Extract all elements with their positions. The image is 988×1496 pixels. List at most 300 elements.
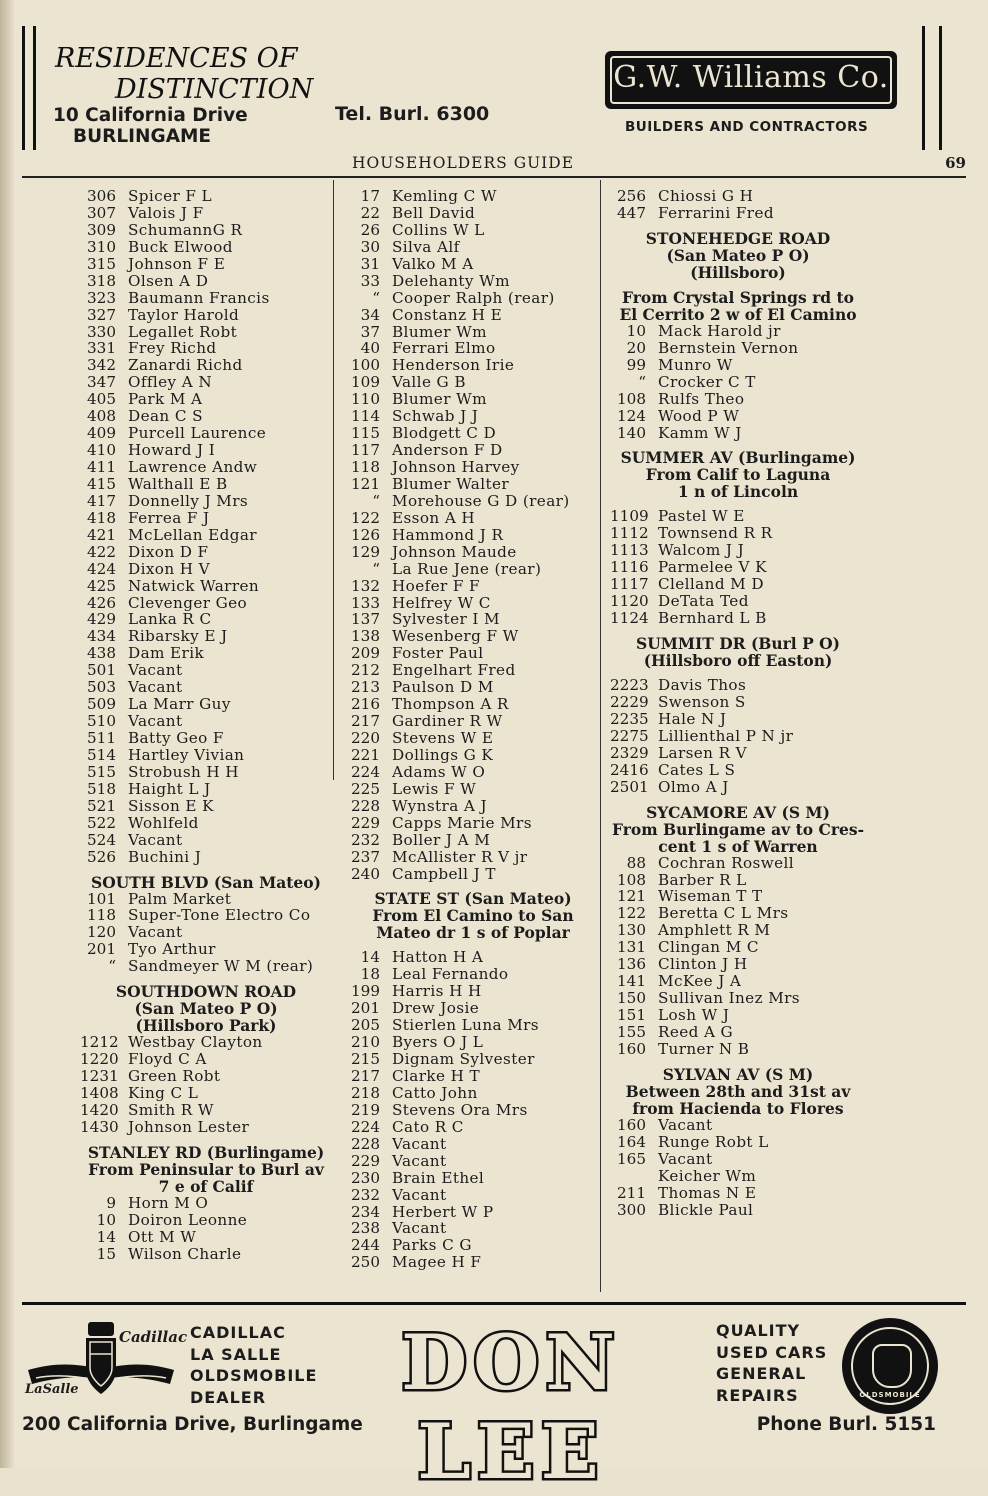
directory-entry [610,542,866,559]
resident-name: Crocker C T [658,372,756,391]
resident-name: Davis Thos [658,676,747,694]
house-number: 138 [351,627,380,646]
directory-entry [348,324,598,341]
emblem-label: OLDSMOBILE [859,1391,921,1399]
resident-name: Super-Tone Electro Co [128,906,311,925]
directory-entry [348,1237,598,1254]
entry-list [80,188,332,866]
house-number: 232 [351,830,380,849]
guide-title: HOUSEHOLDERS GUIDE [352,154,575,172]
resident-name: Rulfs Theo [658,389,745,408]
resident-name: Thomas N E [658,1183,757,1202]
resident-name: Mack Harold jr [658,321,781,340]
directory-entry [80,188,332,205]
resident-name: Dixon H V [128,559,210,578]
directory-entry [80,1119,332,1136]
resident-name: Gardiner R W [392,712,503,731]
house-number: 330 [87,322,116,341]
resident-name: Hale N J [658,709,727,728]
house-number: 229 [351,813,380,832]
directory-entry [610,1134,866,1151]
resident-name: Stevens W E [392,729,494,747]
directory-entry [80,891,332,908]
house-number: 10 [626,321,646,340]
house-number: 438 [87,644,116,663]
house-number: 126 [351,525,380,544]
resident-name: Walthall E B [128,474,228,493]
house-number: 220 [351,729,380,747]
dealer-brand-list [190,1322,317,1408]
resident-name: Buchini J [128,847,202,866]
resident-name: Vacant [128,678,183,697]
directory-entry [610,205,866,222]
oldsmobile-emblem-icon [842,1318,938,1414]
entry-list [610,677,866,796]
resident-name: Doiron Leonne [128,1210,248,1229]
house-number: 447 [617,203,646,222]
directory-entry [80,205,332,222]
house-number: 132 [351,576,380,595]
column-1 [80,188,332,1263]
directory-entry [80,357,332,374]
resident-name: Townsend R R [658,524,773,543]
directory-entry [348,544,598,561]
street-header-stanley: STANLEY RD (Burlingame) [87,1142,325,1162]
resident-name: Johnson Maude [392,542,517,561]
directory-entry [348,222,598,239]
ad-address-line1: 10 California Drive [53,105,248,126]
directory-entry [610,922,866,939]
house-number: 429 [87,610,116,629]
resident-name: Cato R C [392,1117,464,1136]
resident-name: Chiossi G H [658,187,754,205]
resident-name: Valko M A [392,254,474,273]
directory-entry [610,728,866,745]
house-number: 14 [96,1227,116,1246]
house-number: 209 [351,644,380,663]
house-number: “ [638,372,646,391]
entry-list [610,508,866,627]
resident-name: Purcell Laurence [128,424,267,443]
resident-name: Parks C G [392,1236,472,1255]
entry-list [610,188,866,222]
house-number: 408 [87,407,116,426]
street-subheader: (Hillsboro) [690,262,786,282]
dealer-phone: Phone Burl. 5151 [756,1414,936,1435]
resident-name: Vacant [128,661,183,680]
directory-entry [80,290,332,307]
house-number: 300 [617,1200,646,1219]
house-number: “ [372,559,380,578]
resident-name: La Marr Guy [128,695,231,714]
resident-name: McLellan Edgar [128,525,257,544]
resident-name: Lawrence Andw [128,458,258,476]
directory-entry [80,340,332,357]
resident-name: Hoefer F F [392,576,480,595]
house-number: 240 [351,864,380,883]
directory-entry [80,611,332,628]
house-number: 503 [87,678,116,697]
column-2 [348,188,598,1271]
directory-entry [348,1017,598,1034]
resident-name: Ribarsky E J [128,627,228,646]
street-header-summer: SUMMER AV (Burlingame) [620,448,856,468]
column-divider-2 [600,180,601,1292]
directory-entry [80,459,332,476]
house-number: 217 [351,1067,380,1085]
directory-entry [610,872,866,889]
entry-list [610,1117,866,1219]
house-number: 434 [87,627,116,646]
directory-entry [348,1187,598,1204]
directory-entry [348,1085,598,1102]
resident-name: Helfrey W C [392,593,491,612]
resident-name: Campbell J T [392,864,496,883]
house-number: 225 [351,779,380,798]
resident-name: Dignam Sylvester [392,1050,535,1069]
resident-name: Hammond J R [392,525,504,544]
house-number: 347 [87,373,116,392]
house-number: 131 [617,938,646,957]
directory-entry [610,779,866,796]
resident-name: Schwab J J [392,407,479,426]
directory-entry [348,1034,598,1051]
house-number: 250 [351,1253,380,1272]
resident-name: Olsen A D [128,271,209,290]
resident-name: Dam Erik [128,644,205,663]
resident-name: Ferrarini Fred [658,203,774,222]
resident-name: Lillienthal P N jr [658,726,794,745]
street-subheader: 1 n of Lincoln [677,482,799,502]
street-header-south-blvd: SOUTH BLVD (San Mateo) [91,872,321,892]
house-number: 216 [351,695,380,714]
street-subheader: (San Mateo P O) [134,999,278,1019]
house-number: 1124 [610,609,649,628]
resident-name: Thompson A R [392,695,509,714]
street-subheader: (Hillsboro off Easton) [643,651,833,670]
house-number: 307 [87,203,116,222]
directory-entry [348,442,598,459]
house-number: 1220 [80,1050,119,1069]
house-number: 130 [617,921,646,940]
directory-entry [610,1041,866,1058]
resident-name: Cooper Ralph (rear) [392,288,555,307]
resident-name: Baumann Francis [128,288,270,307]
resident-name: Parmelee V K [658,558,767,577]
directory-entry [348,679,598,696]
resident-name: Batty Geo F [128,729,224,747]
street-subheader: From Calif to Laguna [645,465,831,485]
street-subheader: (San Mateo P O) [666,245,810,265]
house-number: 160 [617,1039,646,1058]
directory-entry [80,781,332,798]
directory-entry [348,239,598,256]
resident-name: Esson A H [392,508,476,527]
directory-entry [348,357,598,374]
entry-list [610,323,866,442]
house-number: 425 [87,576,116,595]
resident-name: Morehouse G D (rear) [392,491,570,510]
resident-name: Kamm W J [658,423,742,442]
house-number: 310 [87,237,116,256]
directory-entry [80,510,332,527]
house-number: 114 [351,407,380,426]
house-number: 1116 [610,558,649,577]
resident-name: Drew Josie [392,999,480,1018]
house-number: 110 [351,390,380,409]
house-number: 115 [351,424,380,443]
directory-entry [348,662,598,679]
directory-entry [80,747,332,764]
house-number: 238 [351,1219,380,1238]
directory-entry [610,408,866,425]
directory-entry [348,1153,598,1170]
house-number: 108 [617,870,646,889]
directory-entry [80,324,332,341]
directory-entry [80,1051,332,1068]
directory-entry [348,273,598,290]
directory-entry [80,1102,332,1119]
resident-name: Natwick Warren [128,576,260,595]
resident-name: Blumer Wm [392,390,487,409]
directory-entry [80,256,332,273]
house-number: 118 [351,458,380,476]
resident-name: Paulson D M [392,678,494,697]
directory-entry [348,188,598,205]
directory-entry [80,849,332,866]
ad-tagline: BUILDERS AND CONTRACTORS [625,119,869,135]
house-number: 514 [87,745,116,764]
directory-entry [610,694,866,711]
resident-name: Lewis F W [392,779,477,798]
house-number: 234 [351,1202,380,1221]
house-number: 31 [360,254,380,273]
directory-entry [348,595,598,612]
directory-entry [80,832,332,849]
directory-entry [610,939,866,956]
resident-name: Clarke H T [392,1067,481,1085]
directory-entry [610,1007,866,1024]
logo-text: G.W. Williams Co. [613,60,889,95]
house-number: 205 [351,1016,380,1035]
directory-entry [348,1220,598,1237]
house-number: 224 [351,762,380,781]
house-number: 2235 [610,709,649,728]
resident-name: Stierlen Luna Mrs [392,1016,540,1035]
resident-name: Reed A G [658,1022,734,1041]
directory-entry [348,307,598,324]
directory-entry [80,1034,332,1051]
resident-name: Clelland M D [658,575,764,594]
directory-entry [348,561,598,578]
house-number: 510 [87,712,116,731]
directory-entry [348,391,598,408]
resident-name: Vacant [128,830,183,849]
resident-name: Dean C S [128,407,203,426]
directory-entry [610,374,866,391]
street-subheader: From Burlingame av to Cres- [611,819,865,839]
directory-entry [80,696,332,713]
street-header-state-st: STATE ST (San Mateo) [374,889,572,909]
house-number: “ [372,491,380,510]
house-number: 1112 [610,524,649,543]
directory-entry [610,1202,866,1219]
house-number: 2501 [610,777,649,796]
top-advertisement [22,26,942,150]
house-number: 409 [87,424,116,443]
house-number: 101 [87,889,116,908]
directory-entry [610,855,866,872]
directory-entry [80,442,332,459]
directory-entry [348,1051,598,1068]
resident-name: Bell David [392,203,476,222]
directory-entry [610,973,866,990]
resident-name: Adams W O [392,762,486,781]
resident-name: Wynstra A J [392,796,487,815]
brand-item: LA SALLE [190,1344,282,1364]
house-number: 20 [626,338,646,357]
directory-entry [348,781,598,798]
resident-name: Olmo A J [658,777,729,796]
resident-name: Hartley Vivian [128,745,245,764]
house-number: 515 [87,762,116,781]
directory-entry [80,476,332,493]
resident-name: Buck Elwood [128,237,233,256]
resident-name: Clevenger Geo [128,593,248,612]
house-number: 228 [351,796,380,815]
house-number: 151 [617,1006,646,1024]
directory-entry [80,628,332,645]
directory-entry [348,1119,598,1136]
house-number: 1420 [80,1100,119,1119]
directory-entry [610,391,866,408]
house-number: 218 [351,1083,380,1102]
binding-spine [0,0,14,1468]
house-number: 141 [617,972,646,991]
house-number: 22 [360,203,380,222]
brand-item: CADILLAC [190,1323,286,1342]
directory-entry [348,696,598,713]
directory-entry [348,747,598,764]
resident-name: Vacant [392,1219,447,1238]
house-number: 30 [360,237,380,256]
directory-entry [610,508,866,525]
directory-entry [348,645,598,662]
house-number: 415 [87,474,116,493]
directory-entry [80,941,332,958]
house-number: 315 [87,254,116,273]
directory-entry [80,374,332,391]
resident-name: Cochran Roswell [658,853,795,872]
resident-name: Frey Richd [128,339,217,358]
resident-name: Taylor Harold [128,305,240,324]
directory-entry [80,662,332,679]
house-number: 150 [617,989,646,1008]
directory-entry [80,1229,332,1246]
directory-entry [348,764,598,781]
directory-entry [610,188,866,205]
house-number: 199 [351,982,380,1001]
resident-name: Sisson E K [128,796,214,815]
house-number: 124 [617,406,646,425]
house-number: 421 [87,525,116,544]
house-number: 521 [87,796,116,815]
house-number: 215 [351,1050,380,1069]
house-number: 424 [87,559,116,578]
resident-name: SchumannG R [128,220,243,239]
house-number: 37 [360,322,380,341]
house-number: 33 [360,271,380,290]
directory-entry [610,340,866,357]
house-number: 140 [617,423,646,442]
house-number: 9 [106,1193,116,1212]
entry-list [80,891,332,976]
directory-entry [610,357,866,374]
resident-name: Brain Ethel [392,1168,485,1187]
directory-entry [610,905,866,922]
directory-entry [610,593,866,610]
resident-name: Dollings G K [392,745,494,764]
house-number: 228 [351,1134,380,1153]
residences-title-line1: RESIDENCES OF [55,43,298,74]
resident-name: DeTata Ted [658,592,749,611]
resident-name: Spicer F L [128,187,213,205]
resident-name: Lanka R C [128,610,212,629]
running-head [22,152,966,178]
resident-name: Engelhart Fred [392,661,516,680]
street-header-stonehedge: STONEHEDGE ROAD [645,228,831,248]
directory-entry [348,205,598,222]
directory-entry [348,527,598,544]
service-item: GENERAL [716,1364,807,1383]
directory-entry [80,273,332,290]
house-number: 109 [351,373,380,392]
resident-name: Anderson F D [392,441,503,460]
house-number: 229 [351,1151,380,1170]
resident-name: Runge Robt L [658,1132,769,1151]
street-subheader: 7 e of Calif [158,1176,254,1196]
house-number: 1408 [80,1084,119,1102]
house-number: 306 [87,187,116,205]
house-number: 15 [96,1244,116,1263]
resident-name: Wiseman T T [658,887,763,906]
house-number: 121 [351,474,380,493]
house-number: 524 [87,830,116,849]
resident-name: Smith R W [128,1100,214,1119]
resident-name: Keicher Wm [658,1166,757,1185]
resident-name: Harris H H [392,982,482,1001]
resident-name: Constanz H E [392,305,503,324]
resident-name: Sandmeyer W M (rear) [128,957,314,976]
directory-entry [610,762,866,779]
resident-name: Vacant [128,712,183,731]
house-number: 201 [351,999,380,1018]
resident-name: Johnson F E [128,254,226,273]
house-number: 18 [360,965,380,984]
directory-entry [348,983,598,1000]
house-number: “ [108,957,116,976]
resident-name: Boller J A M [392,830,491,849]
house-number: 331 [87,339,116,358]
directory-entry [80,595,332,612]
house-number: 1231 [80,1067,119,1086]
house-number: 410 [87,441,116,460]
house-number: 411 [87,458,116,476]
resident-name: Kemling C W [392,187,497,205]
directory-entry [80,730,332,747]
house-number: 201 [87,940,116,959]
brand-item: DEALER [190,1387,267,1407]
